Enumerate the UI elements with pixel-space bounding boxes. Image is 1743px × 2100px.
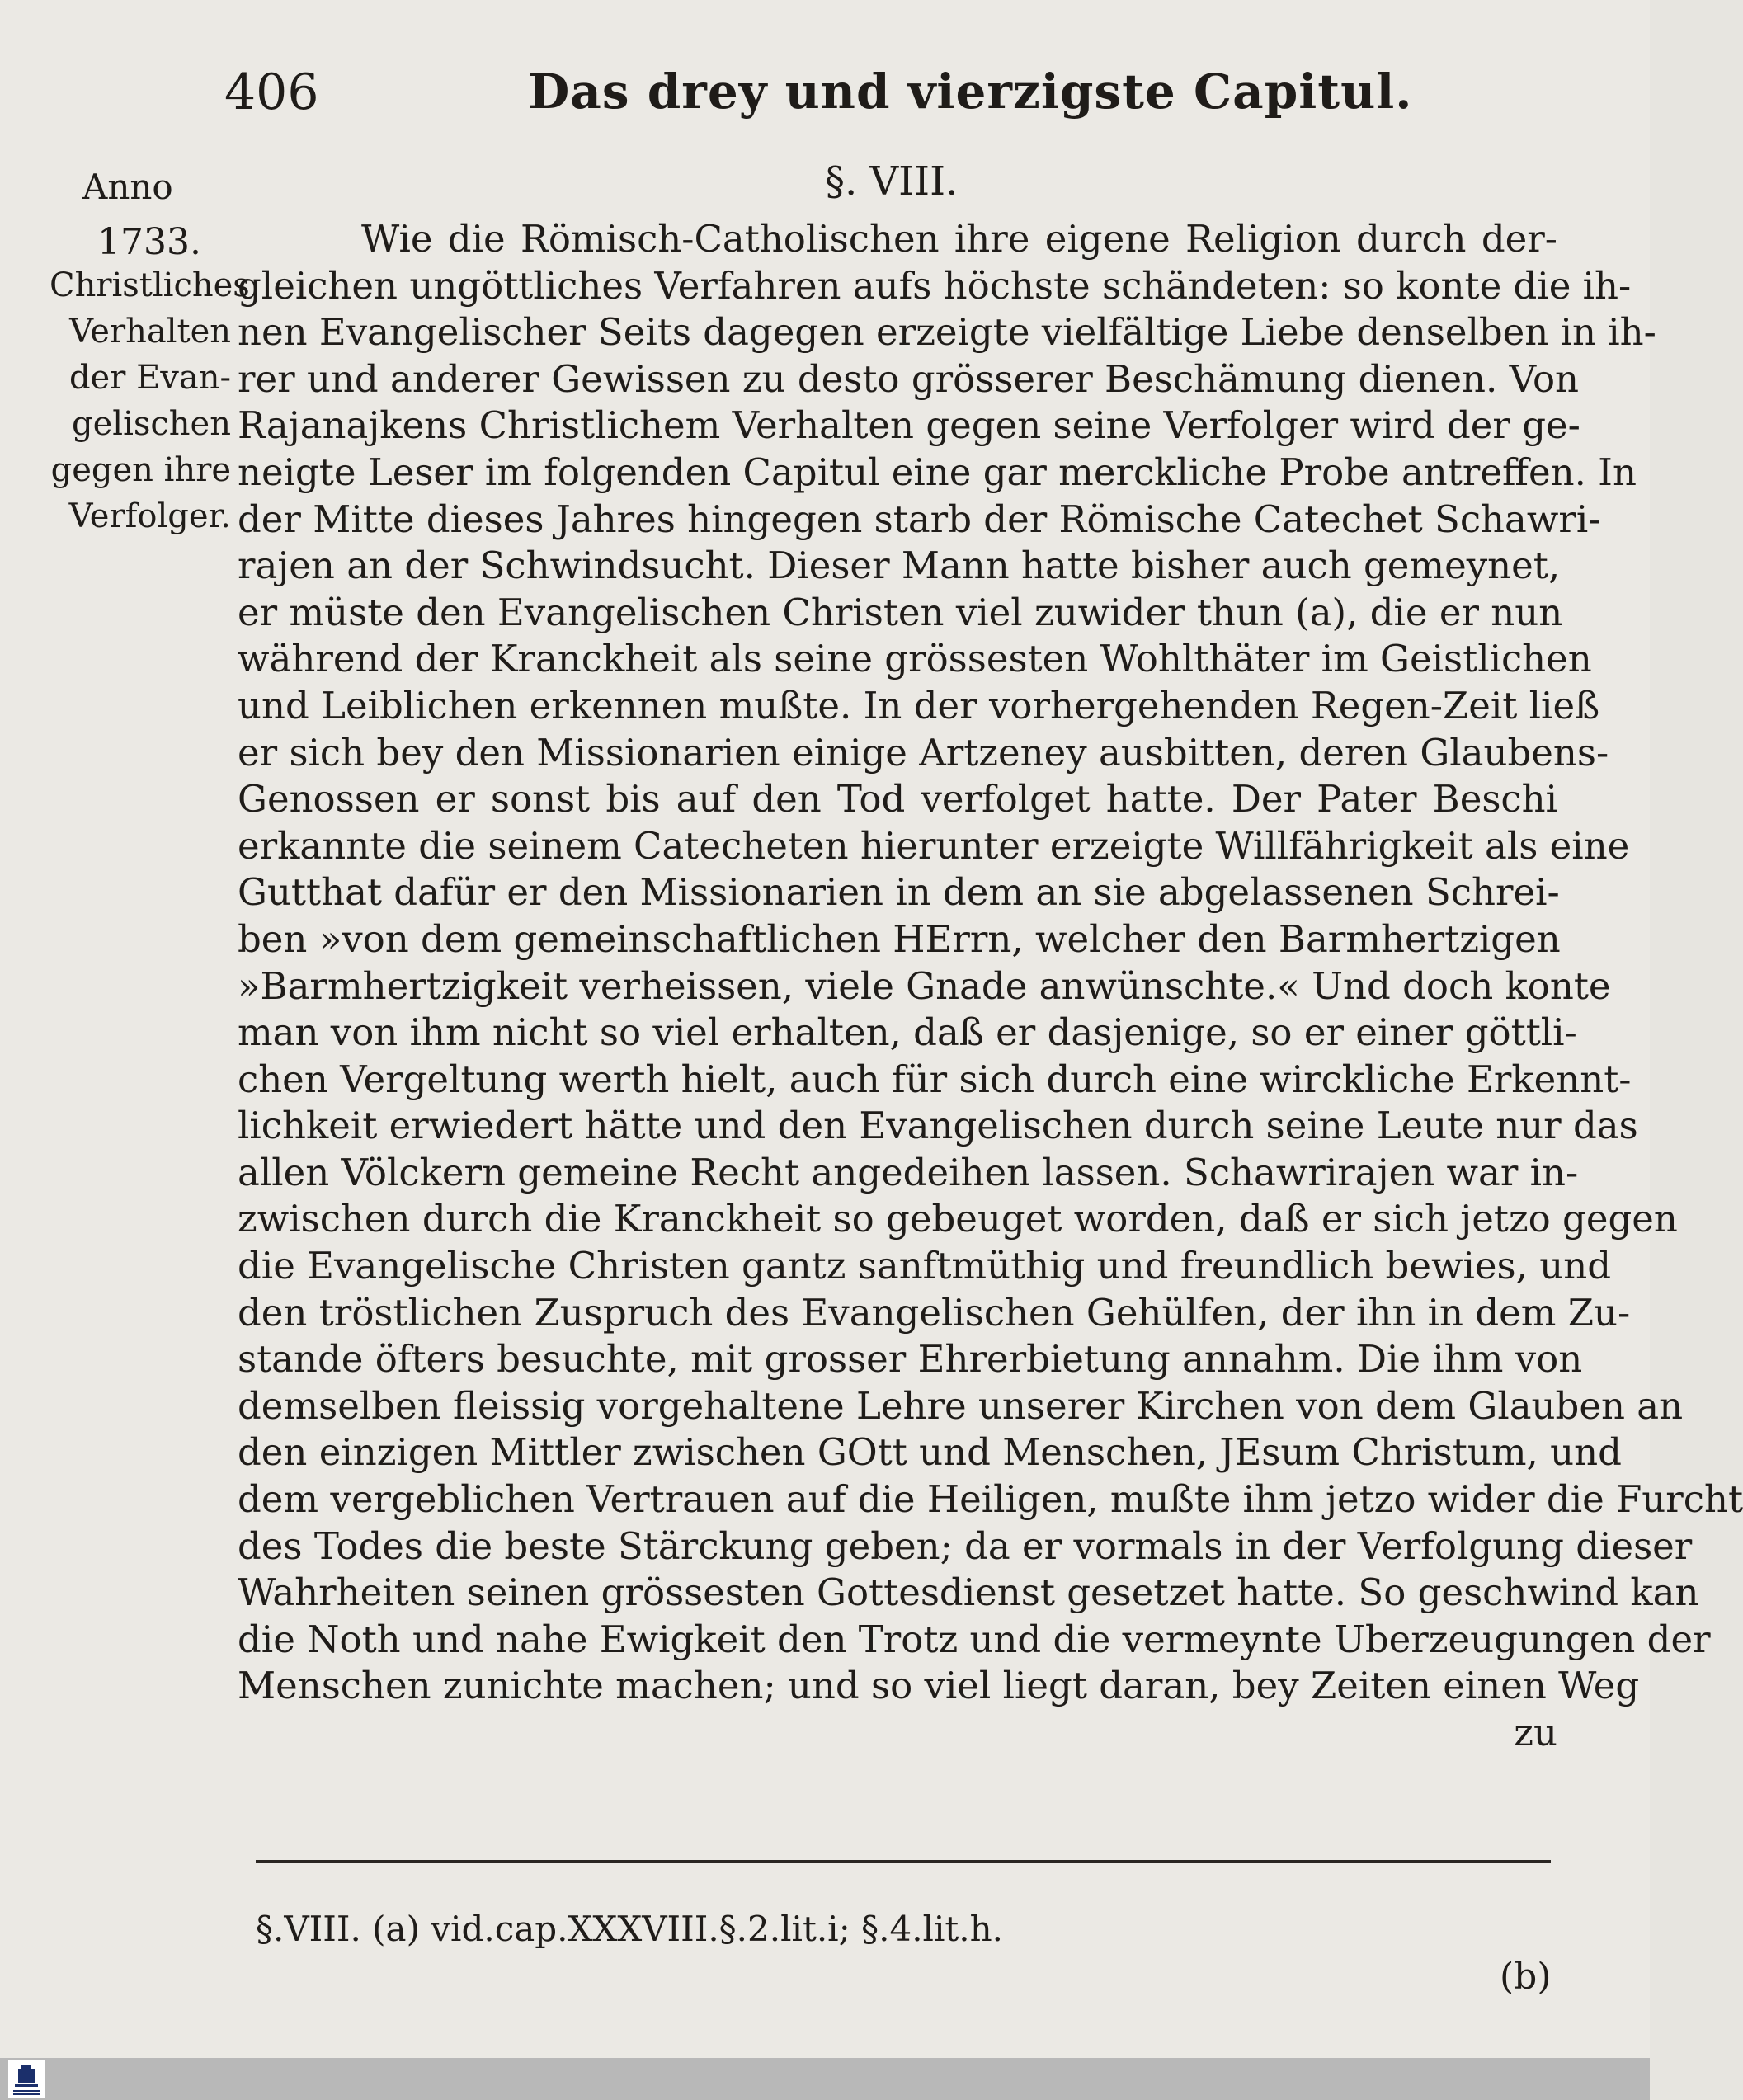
text-line: rer und anderer Gewissen zu desto grösserer Beschämung dienen. Von xyxy=(238,356,1580,401)
text-line: ben »von dem gemeinschaftlichen HErrn, welcher den Barmhertzigen xyxy=(238,916,1561,961)
margin-anno: Anno xyxy=(82,167,173,207)
page-number: 406 xyxy=(224,64,319,121)
text-line: lichkeit erwiedert hätte und den Evangelischen durch seine Leute nur das xyxy=(238,1104,1638,1148)
margin-note-line: Verhalten xyxy=(69,313,231,351)
margin-year: 1733. xyxy=(97,221,201,263)
catchword: (b) xyxy=(1500,1956,1552,1998)
text-line: stande öfters besuchte, mit grosser Ehrerbietung annahm. Die ihm von xyxy=(238,1337,1583,1382)
text-line: zwischen durch die Kranckheit so gebeuget worden, daß er sich jetzo gegen xyxy=(238,1197,1678,1241)
viewer-bottom-bar xyxy=(0,2058,1650,2100)
running-head: Das drey und vierzigste Capitul. xyxy=(528,64,1413,120)
text-line: zu xyxy=(1514,1711,1557,1754)
text-line: Wahrheiten seinen grössesten Gottesdienst gesetzet hatte. So geschwind kan xyxy=(238,1570,1699,1615)
margin-note-line: gegen ihre xyxy=(50,451,231,489)
text-line: nen Evangelischer Seits dagegen erzeigte vielfältige Liebe denselben in ih- xyxy=(238,310,1656,355)
text-line: dem vergeblichen Vertrauen auf die Heiligen, mußte ihm jetzo wider die Furcht xyxy=(238,1477,1743,1522)
margin-note-line: Christliches xyxy=(49,266,250,304)
text-line: den tröstlichen Zuspruch des Evangelischen Gehülfen, der ihn in dem Zu- xyxy=(238,1290,1631,1335)
text-line: man von ihm nicht so viel erhalten, daß er dasjenige, so er einer göttli- xyxy=(238,1010,1577,1055)
text-line: »Barmhertzigkeit verheissen, viele Gnade anwünschte.« Und doch konte xyxy=(238,963,1611,1008)
text-line: Rajanajkens Christlichem Verhalten gegen seine Verfolger wird der ge- xyxy=(238,403,1580,448)
margin-note-line: gelischen xyxy=(72,405,231,443)
text-line: er sich bey den Missionarien einige Artzeney ausbitten, deren Glaubens- xyxy=(238,730,1609,775)
footnote-rule xyxy=(256,1860,1551,1863)
footnote: §.VIII. (a) vid.cap.XXXVIII.§.2.lit.i; §.4.lit.h. xyxy=(256,1909,1004,1949)
margin-note-line: der Evan- xyxy=(68,359,231,397)
text-line: erkannte die seinem Catecheten hierunter erzeigte Willfährigkeit als eine xyxy=(238,823,1630,868)
text-line: Wie die Römisch-Catholischen ihre eigene Religion durch der- xyxy=(361,217,1557,261)
section-heading: §. VIII. xyxy=(825,158,959,205)
margin-note-line: Verfolger. xyxy=(68,497,231,535)
margin-note xyxy=(49,262,250,539)
text-line: der Mitte dieses Jahres hingegen starb der Römische Catechet Schawri- xyxy=(238,497,1601,541)
text-line: demselben fleissig vorgehaltene Lehre unserer Kirchen von dem Glauben an xyxy=(238,1383,1684,1428)
text-line: und Leiblichen erkennen mußte. In der vorhergehenden Regen-Zeit ließ xyxy=(238,683,1600,727)
body-text xyxy=(238,216,1743,1757)
text-line: die Noth und nahe Ewigkeit den Trotz und die vermeynte Uberzeugungen der xyxy=(238,1617,1711,1661)
text-line: allen Völckern gemeine Recht angedeihen lassen. Schawrirajen war in- xyxy=(238,1150,1579,1194)
library-logo-icon xyxy=(8,2060,45,2098)
text-line: chen Vergeltung werth hielt, auch für sich durch eine wirckliche Erkennt- xyxy=(238,1057,1632,1101)
text-line: er müste den Evangelischen Christen viel zuwider thun (a), die er nun xyxy=(238,590,1563,634)
text-line: Menschen zunichte machen; und so viel liegt daran, bey Zeiten einen Weg xyxy=(238,1664,1640,1708)
text-line: gleichen ungöttliches Verfahren aufs höchste schändeten: so konte die ih- xyxy=(238,263,1632,308)
text-line: Genossen er sonst bis auf den Tod verfolget hatte. Der Pater Beschi xyxy=(238,777,1557,822)
text-line: des Todes die beste Stärckung geben; da er vormals in der Verfolgung dieser xyxy=(238,1523,1693,1568)
text-line: die Evangelische Christen gantz sanftmüthig und freundlich bewies, und xyxy=(238,1244,1611,1288)
text-line: rajen an der Schwindsucht. Dieser Mann hatte bisher auch gemeynet, xyxy=(238,544,1561,588)
text-line: Gutthat dafür er den Missionarien in dem an sie abgelassenen Schrei- xyxy=(238,870,1560,915)
text-line: neigte Leser im folgenden Capitul eine gar merckliche Probe antreffen. In xyxy=(238,450,1637,494)
text-line: den einzigen Mittler zwischen GOtt und Menschen, JEsum Christum, und xyxy=(238,1430,1622,1475)
text-line: während der Kranckheit als seine grössesten Wohlthäter im Geistlichen xyxy=(238,637,1592,681)
